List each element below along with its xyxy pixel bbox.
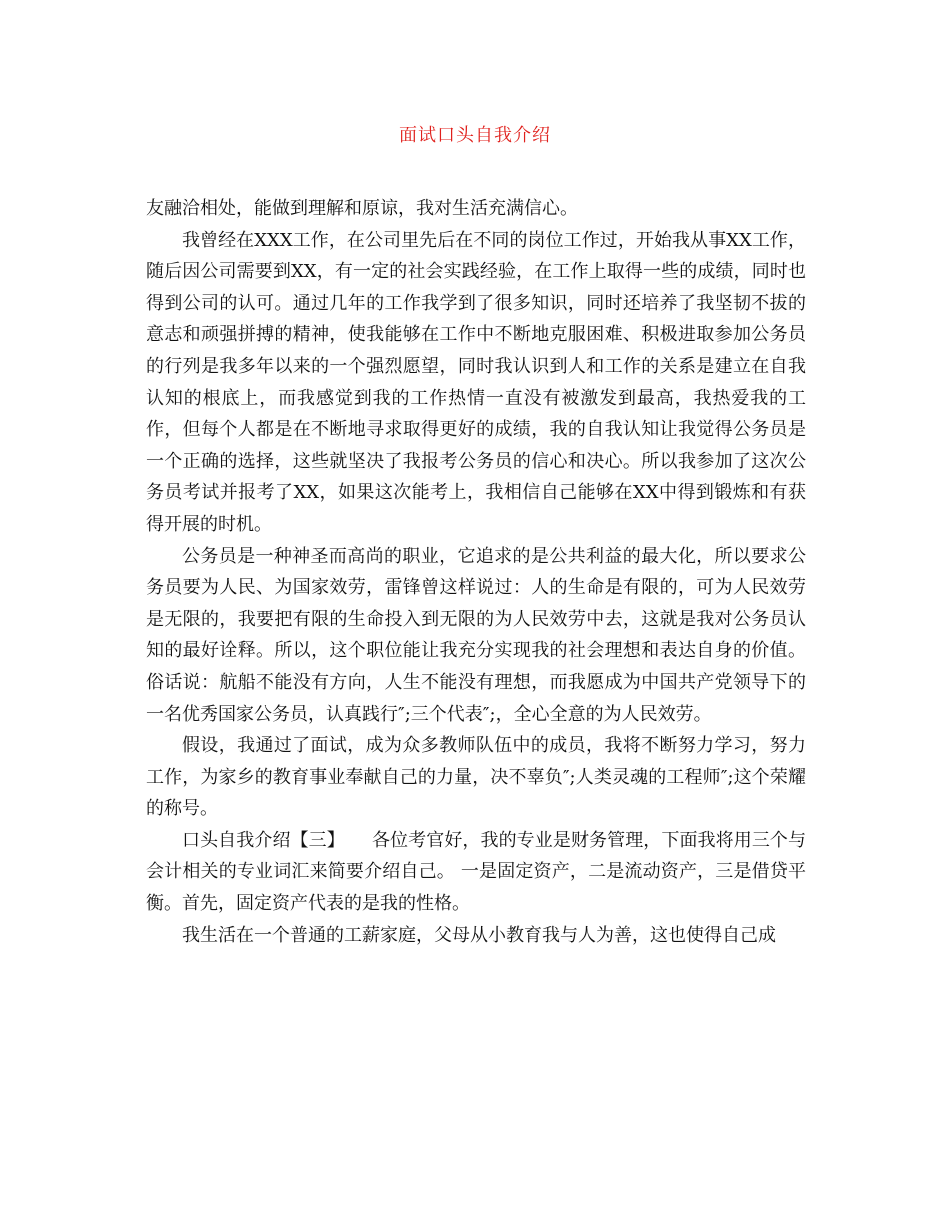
paragraph-4: 假设，我通过了面试，成为众多教师队伍中的成员，我将不断努力学习，努力工作，为家乡的教育事业奉献自己的力量，决不辜负″;人类灵魂的工程师″;这个荣耀的称号。 (146, 735, 806, 820)
paragraph-6: 我生活在一个普通的工薪家庭，父母从小教育我与人为善，这也使得自己成 (182, 924, 776, 946)
paragraph-3: 公务员是一种神圣而高尚的职业，它追求的是公共利益的最大化，所以要求公务员要为人民、为国家效劳，雷锋曾这样说过：人的生命是有限的，可为人民效劳是无限的，我要把有限的生命投入到无限的为人民效劳中去，这就是我对公务员认知的最好诠释。所以，这个职位能让我充分实现我的社会理想和表达自身的价值。俗话说：航船不能没有方向，人生不能没有理想，而我愿成为中国共产党领导下的一名优秀国家公务员，认真践行″;三个代表″;，全心全意的为人民效劳。 (146, 545, 806, 725)
document-title: 面试口头自我介绍 (399, 125, 551, 146)
document-body (146, 193, 806, 951)
paragraph-2: 我曾经在XXX工作，在公司里先后在不同的岗位工作过，开始我从事XX工作，随后因公司需要到XX，有一定的社会实践经验，在工作上取得一些的成绩，同时也得到公司的认可。通过几年的工作我学到了很多知识，同时还培养了我坚韧不拔的意志和顽强拼搏的精神，使我能够在工作中不断地克服困难、积极进取参加公务员的行列是我多年以来的一个强烈愿望，同时我认识到人和工作的关系是建立在自我认知的根底上，而我感觉到我的工作热情一直没有被激发到最高，我热爱我的工作，但每个人都是在不断地寻求取得更好的成绩，我的自我认知让我觉得公务员是一个正确的选择，这些就坚决了我报考公务员的信心和决心。所以我参加了这次公务员考试并报考了XX，如果这次能考上，我相信自己能够在XX中得到锻炼和有获得开展的时机。 (146, 229, 806, 535)
paragraph-5: 口头自我介绍【三】 各位考官好，我的专业是财务管理，下面我将用三个与会计相关的专业词汇来简要介绍自己。 一是固定资产，二是流动资产，三是借贷平衡。首先，固定资产代表的是我的性格。 (146, 829, 806, 915)
paragraph-1: 友融洽相处，能做到理解和原谅，我对生活充满信心。 (146, 198, 578, 219)
